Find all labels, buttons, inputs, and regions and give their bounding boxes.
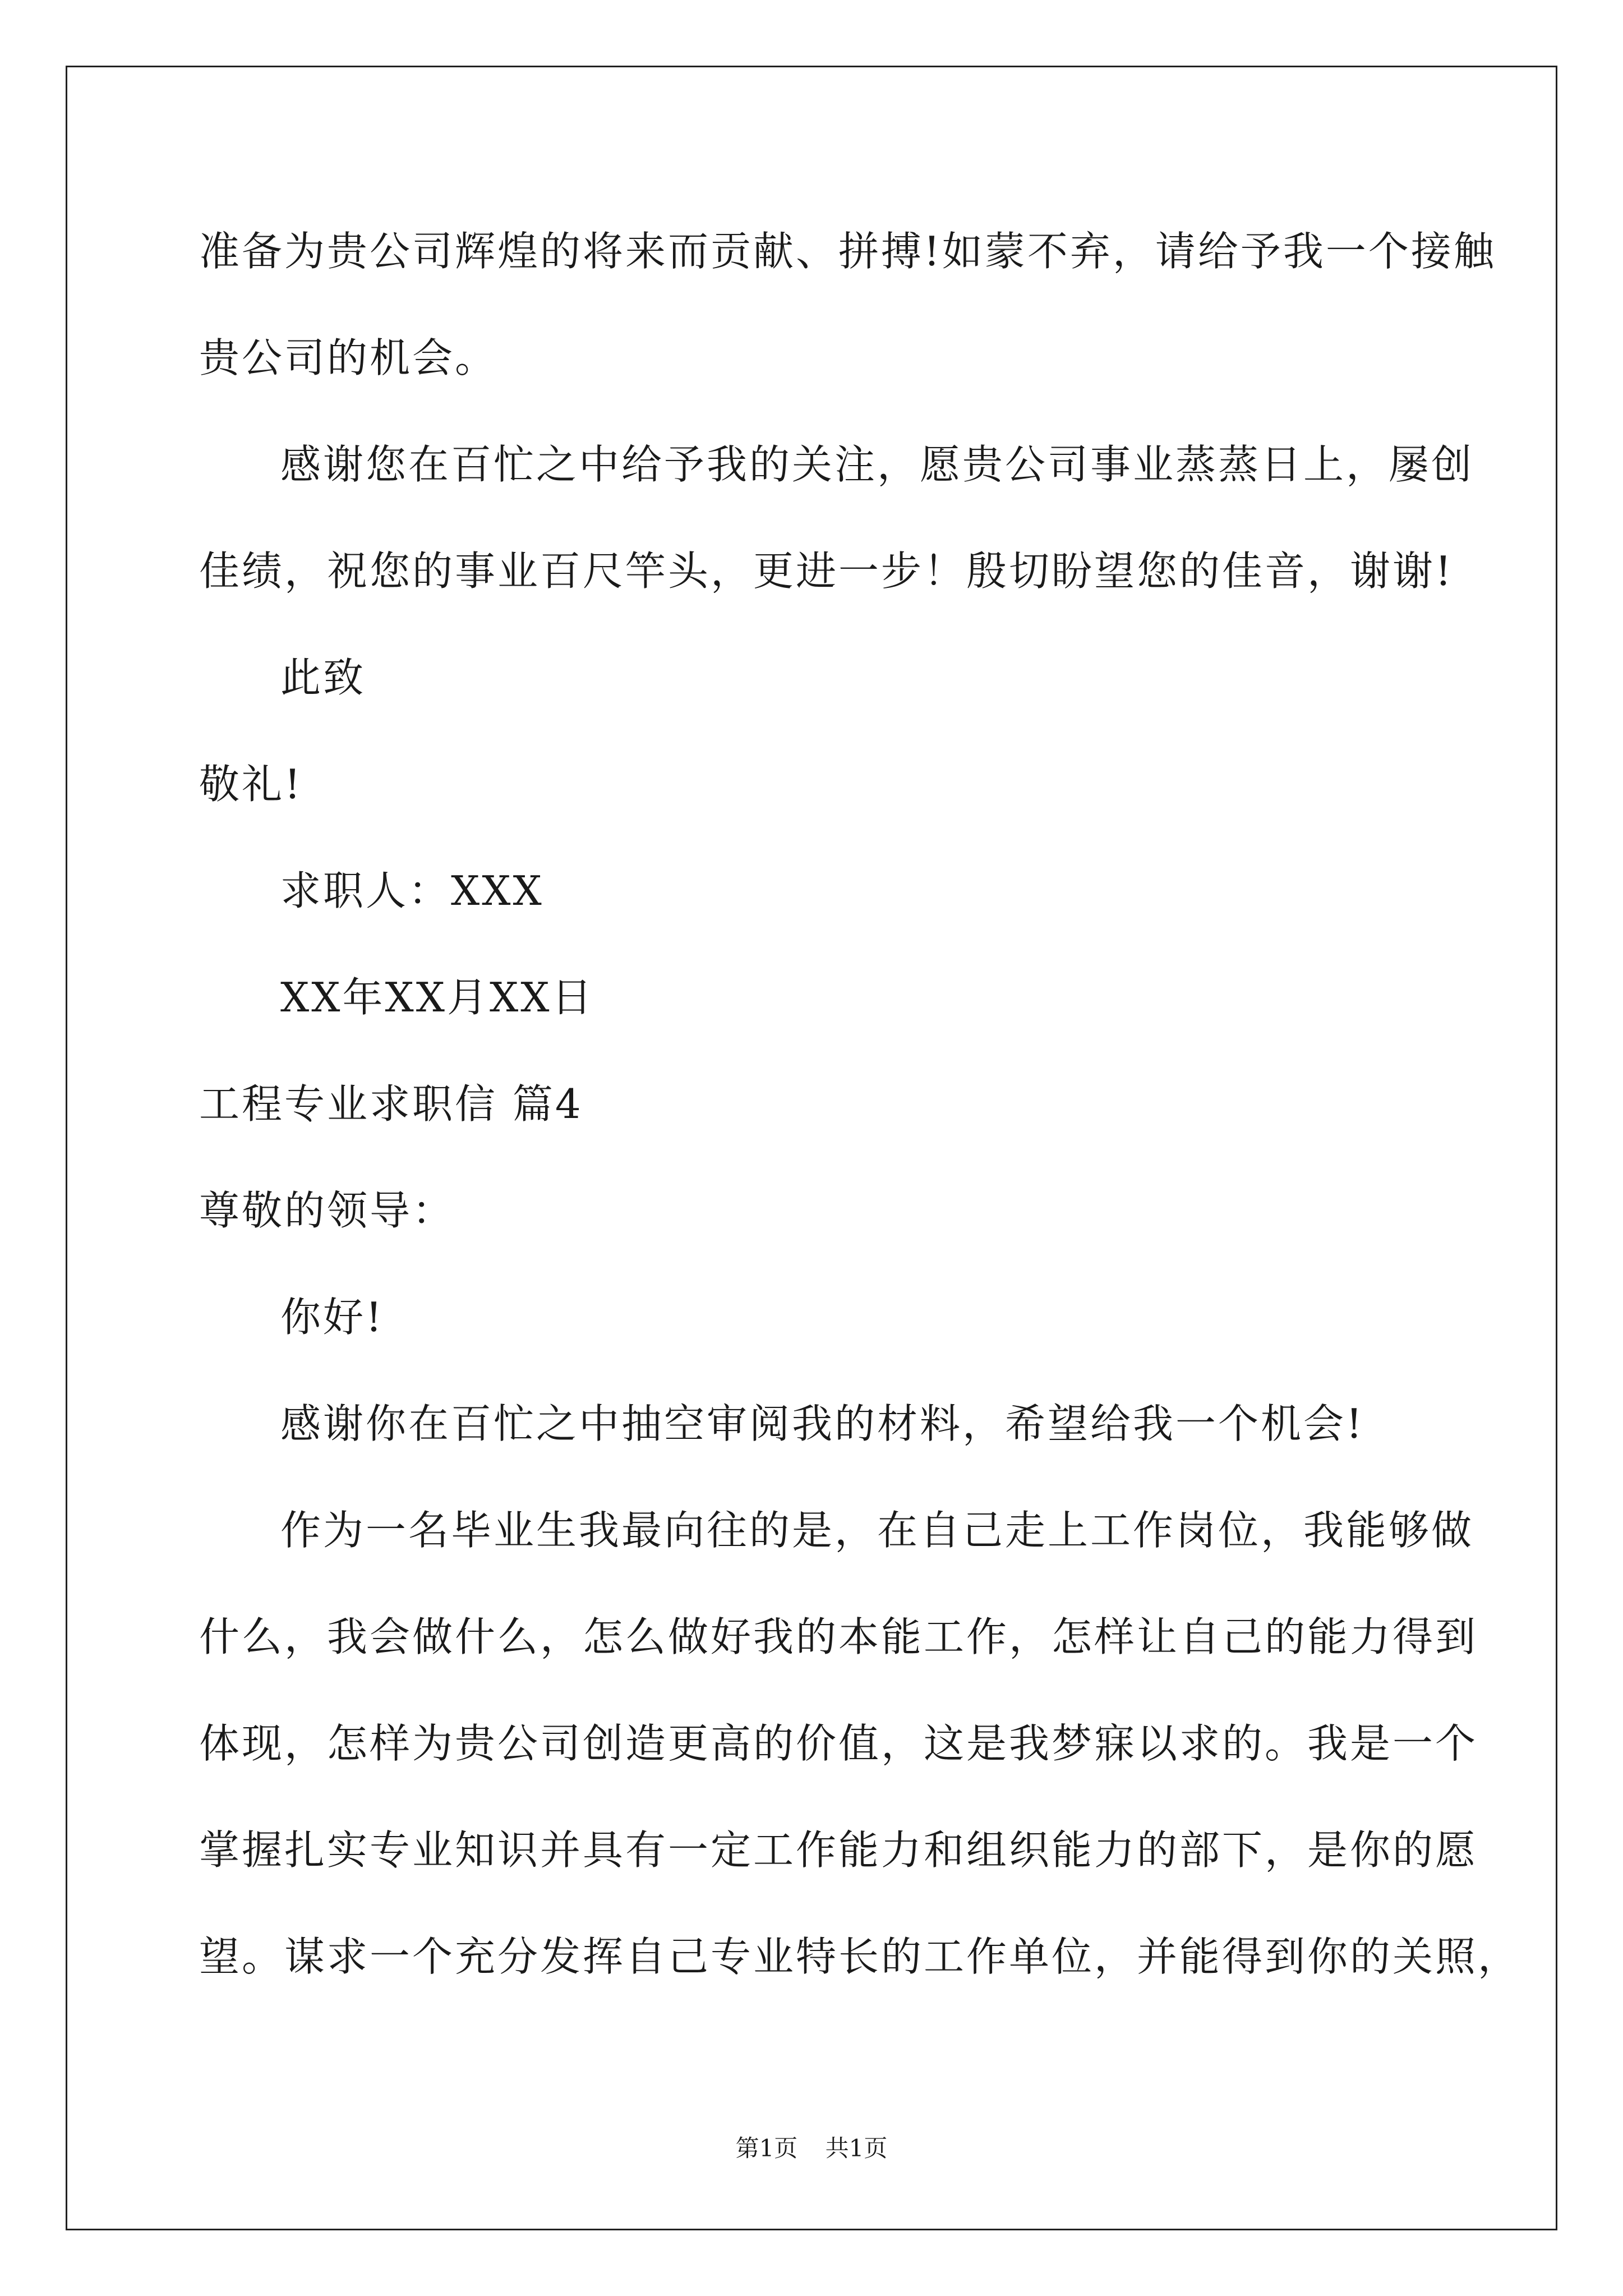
page-footer: [0, 2132, 1623, 2165]
body-line: 体现，怎样为贵公司创造更高的价值，这是我梦寐以求的。我是一个: [199, 1720, 1478, 1767]
closing-regards: 敬礼!: [199, 761, 303, 808]
page-border: [66, 66, 1557, 2230]
greeting-hello: 你好!: [280, 1294, 384, 1341]
page-number: 第1页: [735, 2134, 798, 2162]
body-line: 掌握扎实专业知识并具有一定工作能力和组织能力的部下，是你的愿: [199, 1826, 1478, 1874]
body-line: 佳绩，祝您的事业百尺竿头，更进一步！殷切盼望您的佳音，谢谢!: [199, 547, 1454, 595]
body-line: 什么，我会做什么，怎么做好我的本能工作，怎样让自己的能力得到: [199, 1613, 1478, 1660]
applicant-name: 求职人：XXX: [280, 867, 544, 914]
body-line: 准备为贵公司辉煌的将来而贡献、拼搏!如蒙不弃，请给予我一个接触: [199, 228, 1496, 275]
body-line: 贵公司的机会。: [199, 334, 498, 381]
body-line: 感谢您在百忙之中给予我的关注，愿贵公司事业蒸蒸日上，屡创: [280, 441, 1474, 488]
page-total: 共1页: [825, 2134, 888, 2162]
greeting: 尊敬的领导：: [199, 1187, 455, 1234]
body-line: 作为一名毕业生我最向往的是，在自己走上工作岗位，我能够做: [280, 1507, 1474, 1554]
section-title: 工程专业求职信 篇4: [199, 1080, 583, 1128]
body-line: 感谢你在百忙之中抽空审阅我的材料，希望给我一个机会!: [280, 1400, 1364, 1447]
closing-salutation: 此致: [280, 654, 366, 701]
letter-date: XX年XX月XX日: [280, 974, 594, 1021]
body-line: 望。谋求一个充分发挥自己专业特长的工作单位，并能得到你的关照，: [199, 1933, 1521, 1980]
